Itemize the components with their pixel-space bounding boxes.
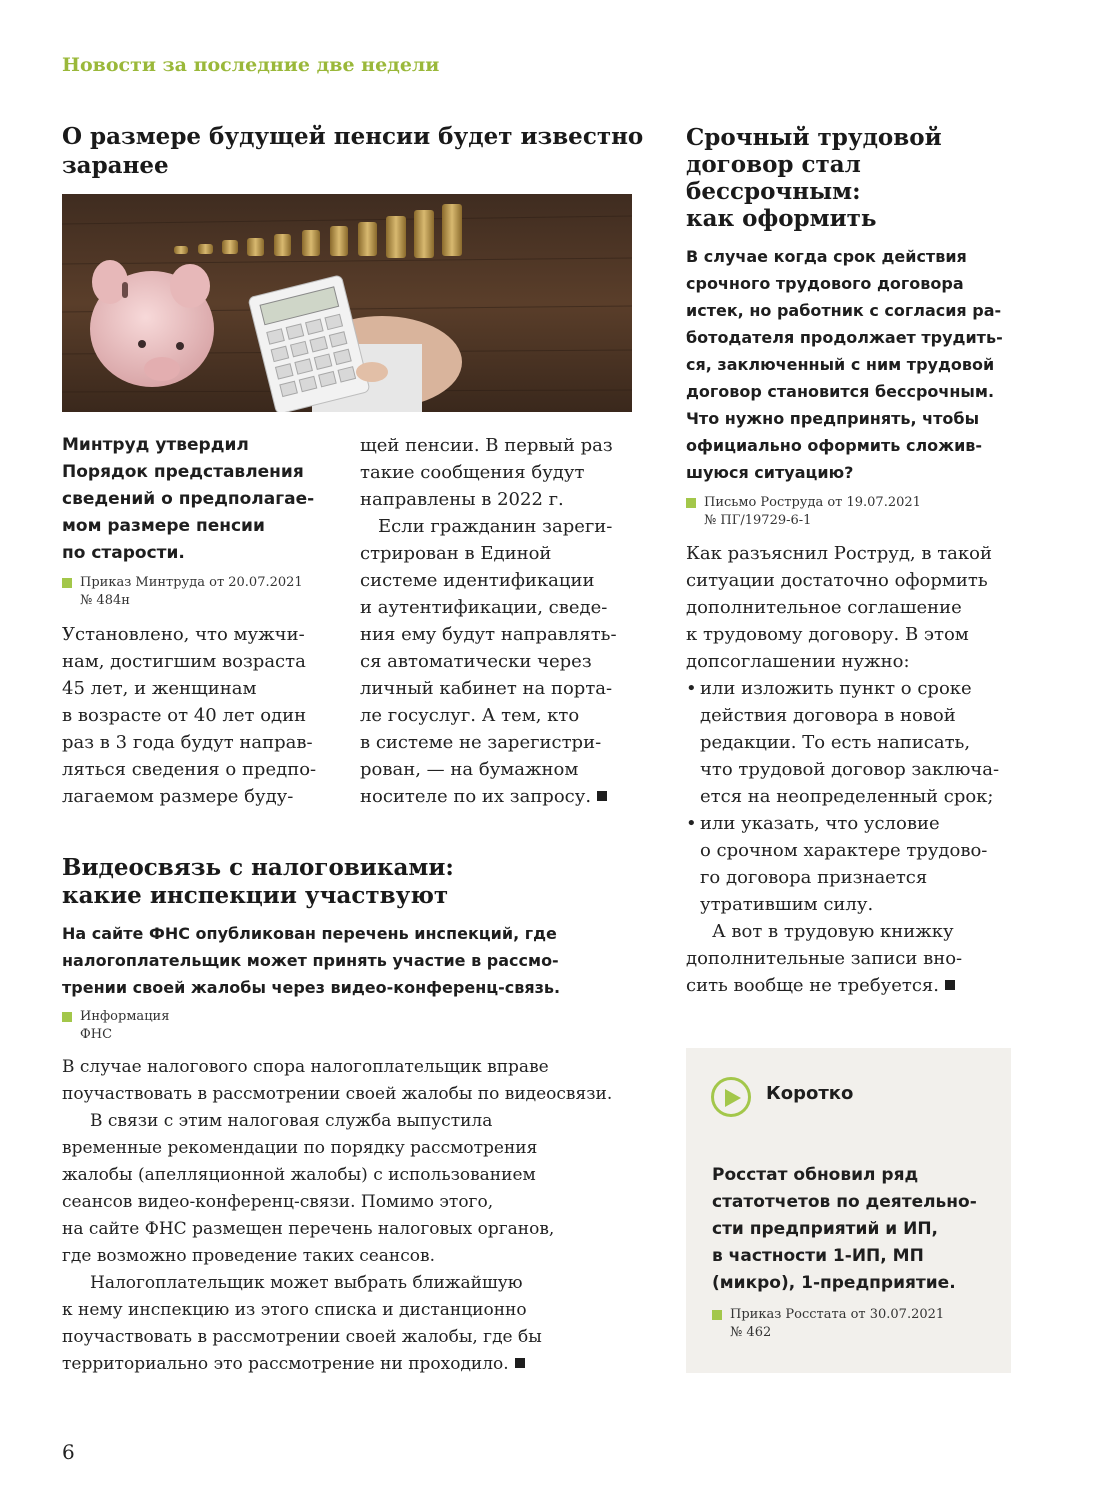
box-text [712,1162,977,1297]
body-line: дополнительные записи вно- [686,948,963,969]
box-line: Росстат обновил ряд [712,1165,919,1185]
body-line: в системе не зарегистри- [360,732,602,753]
lead-line: по старости. [62,543,185,563]
body-line-text: территориально это рассмотрение ни проходило. [62,1354,509,1374]
article1-source [62,574,303,610]
body-line: такие сообщения будут [360,462,585,483]
source-line: Приказ Минтруда от 20.07.2021 [80,575,303,590]
article3-title-line: как оформить [686,205,877,232]
body-line: щей пенсии. В первый раз [360,435,613,456]
body-line: рован, — на бумажном [360,759,579,780]
body-line-text: сить вообще не требуется. [686,975,940,996]
section-label: Новости за последние две недели [62,54,440,76]
source-line: Информация [80,1009,170,1024]
body-line: личный кабинет на порта- [360,678,613,699]
body-line: ния ему будут направлять- [360,624,617,645]
article1-title [62,122,643,180]
page-number: 6 [62,1440,75,1464]
body-line-text: носителе по их запросу. [360,786,592,807]
bullet-icon: • [686,678,697,699]
end-mark-icon [515,1358,525,1368]
body-line: раз в 3 года будут направ- [62,732,313,753]
bullet-line: действия договора в новой [700,705,956,726]
body-line: ляться сведения о предпо- [62,759,317,780]
source-line: ФНС [80,1027,113,1042]
article2-source [62,1008,169,1044]
box-line: статотчетов по деятельно- [712,1192,977,1212]
body-line: ситуации достаточно оформить [686,570,988,591]
body-line: Установлено, что мужчи- [62,624,305,645]
lead-line: В случае когда срок действия [686,247,967,266]
bullet-icon: • [686,813,697,834]
body-line: В случае налогового спора налогоплательщик вправе [62,1057,549,1077]
article1-body-col2 [360,432,617,810]
box-line: сти предприятий и ИП, [712,1219,939,1239]
lead-line: На сайте ФНС опубликован перечень инспекций, где [62,924,557,943]
body-line: Налогоплательщик может выбрать ближайшую [90,1273,523,1293]
body-line: к трудовому договору. В этом [686,624,969,645]
bullet-line: го договора признается [700,867,928,888]
box-line: (микро), 1-предприятие. [712,1273,956,1293]
body-line: допсоглашении нужно: [686,651,910,672]
article1-lead [62,432,314,567]
bullet-line: ется на неопределенный срок; [700,786,994,807]
lead-line: сведений о предполагае- [62,489,315,509]
body-line: временные рекомендации по порядку рассмотрения [62,1138,538,1158]
source-line: № 484н [80,593,130,608]
body-line: А вот в трудовую книжку [712,921,954,942]
article1-title-line: заранее [62,152,169,179]
article1-body-col1 [62,621,316,810]
article2-title [62,854,454,910]
body-line: к нему инспекцию из этого списка и дистанционно [62,1300,527,1320]
end-mark-icon [945,980,955,990]
bullet-line: утратившим силу. [700,894,874,915]
body-line: 45 лет, и женщинам [62,678,257,699]
box-line: в частности 1-ИП, МП [712,1246,924,1266]
body-line: ле госуслуг. А тем, кто [360,705,580,726]
green-square-icon [62,1012,72,1022]
green-square-icon [62,578,72,588]
body-line: стрирован в Единой [360,543,552,564]
body-line: нам, достигшим возраста [62,651,306,672]
short-news-box [686,1048,1011,1373]
green-square-icon [686,498,696,508]
body-line: сеансов видео-конференц-связи. Помимо этого, [62,1192,494,1212]
lead-line: ся, заключенный с ним трудовой [686,355,995,374]
body-line: жалобы (апелляционной жалобы) с использованием [62,1165,536,1185]
bullet-item [686,810,999,918]
pension-photo [62,194,632,412]
source-line: № 462 [730,1325,772,1340]
body-line: на сайте ФНС размещен перечень налоговых органов, [62,1219,555,1239]
body-line: Если гражданин зареги- [378,516,613,537]
article1-title-line: О размере будущей пенсии будет известно [62,123,644,150]
article3-title-line: бессрочным: [686,178,861,205]
lead-line: истек, но работник с согласия ра- [686,301,1002,320]
body-line: где возможно проведение таких сеансов. [62,1246,435,1266]
article3-body [686,540,999,999]
article2-title-line: Видеосвязь с налоговиками: [62,854,454,881]
article2-lead [62,920,560,1001]
body-line: направлены в 2022 г. [360,489,564,510]
body-line: Как разъяснил Роструд, в такой [686,543,992,564]
body-line: поучаствовать в рассмотрении своей жалобы по видеосвязи. [62,1084,613,1104]
body-line: ся автоматически через [360,651,592,672]
article3-source [686,494,921,530]
piggy-bank-calculator-image [62,194,632,412]
body-line [686,972,999,999]
end-mark-icon [597,791,607,801]
body-line: системе идентификации [360,570,595,591]
bullet-item [686,675,999,810]
source-line: Приказ Росстата от 30.07.2021 [730,1307,945,1322]
body-line: В связи с этим налоговая служба выпустила [90,1111,493,1131]
body-line: в возрасте от 40 лет один [62,705,307,726]
lead-line: ботодателя продолжает трудить- [686,328,1003,347]
body-line: и аутентификации, сведе- [360,597,608,618]
lead-line: шуюся ситуацию? [686,463,854,482]
source-line: № ПГ/19729-6-1 [704,513,812,528]
article3-title [686,124,942,232]
lead-line: Порядок представления [62,462,304,482]
bullet-line: о срочном характере трудово- [700,840,988,861]
article2-title-line: какие инспекции участвуют [62,882,449,909]
lead-line: Минтруд утвердил [62,435,249,455]
lead-line: мом размере пенсии [62,516,265,536]
bullet-line: что трудовой договор заключа- [700,759,1000,780]
lead-line: срочного трудового договора [686,274,964,293]
article3-title-line: Срочный трудовой [686,124,942,151]
box-source [712,1306,944,1342]
bullet-line: или указать, что условие [700,813,940,834]
lead-line: трении своей жалобы через видео-конференц-связь. [62,978,561,997]
green-square-icon [712,1310,722,1320]
lead-line: официально оформить сложив- [686,436,983,455]
lead-line: налогоплательщик может принять участие в рассмо- [62,951,559,970]
article3-title-line: договор стал [686,151,861,178]
article2-body [62,1054,612,1378]
lead-line: договор становится бессрочным. [686,382,995,401]
box-title: Коротко [766,1083,854,1104]
body-line [360,783,617,810]
source-line: Письмо Роструда от 19.07.2021 [704,495,921,510]
bullet-line: редакции. То есть написать, [700,732,971,753]
play-icon [711,1077,751,1117]
lead-line: Что нужно предпринять, чтобы [686,409,980,428]
body-line [62,1351,612,1378]
body-line: дополнительное соглашение [686,597,962,618]
body-line: поучаствовать в рассмотрении своей жалобы, где бы [62,1327,542,1347]
bullet-line: или изложить пункт о сроке [700,678,972,699]
body-line: лагаемом размере буду- [62,786,294,807]
article3-lead [686,243,1003,486]
